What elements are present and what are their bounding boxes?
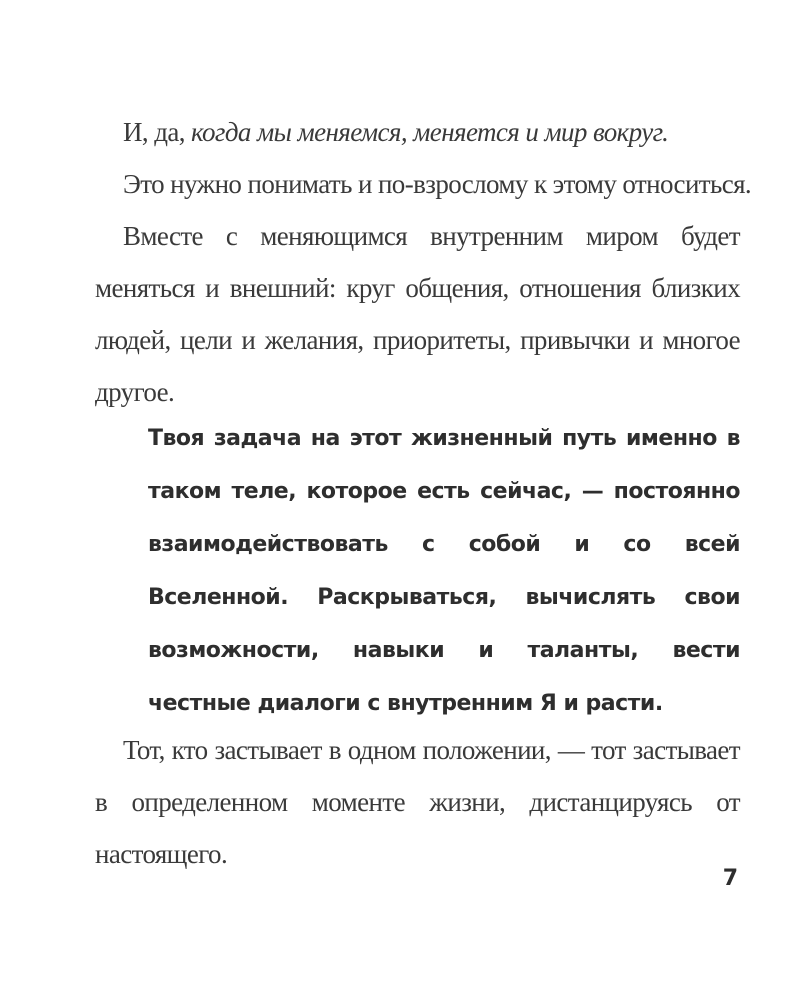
intro-section [95,106,752,418]
paragraph-2: Это нужно понимать и по-взрослому к этому относиться. [123,169,752,199]
paragraph-3: Вместе с меняющимся внутренним миром будет меняться и внешний: круг общения, отношения близких людей, цели и желания, приоритеты, привычки и многое другое. [95,221,740,407]
paragraph-1-plain: И, да, [123,117,192,147]
highlight-block [148,412,740,730]
paragraph-1 [95,106,740,158]
page-number: 7 [722,866,738,891]
paragraph-1-italic: когда мы меняемся, меняется и мир вокруг. [191,117,669,147]
closing-section [95,724,740,880]
highlight-text: Твоя задача на этот жизненный путь именно в таком теле, которое есть сейчас, — постоянно взаимодействовать с собой и со всей Вселенной. Раскрываться, вычислять свои возможности, навыки и таланты, вести честные диалоги с внутренним Я и расти. [148,426,740,716]
closing-paragraph: Тот, кто застывает в одном положении, — тот застывает в определенном моменте жизни, дистанцируясь от настоящего. [95,735,740,869]
